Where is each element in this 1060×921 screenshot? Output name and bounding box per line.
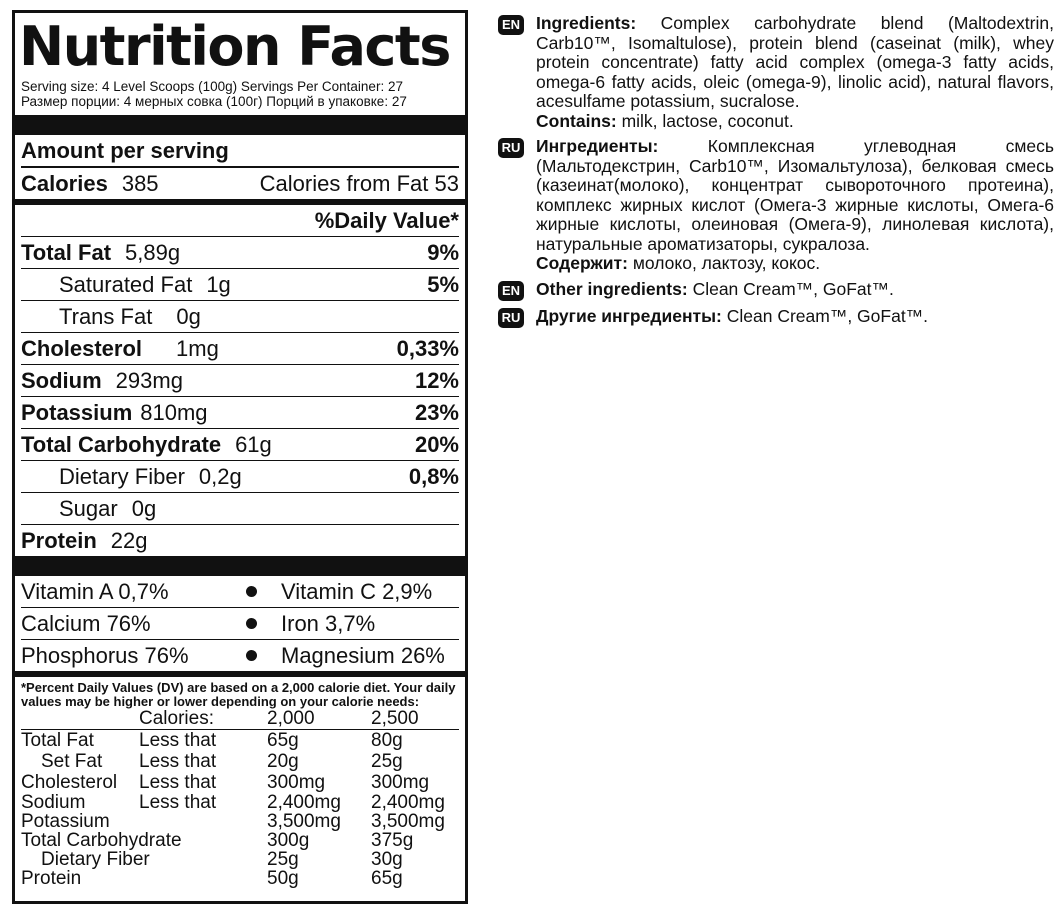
table-cell: Less that (139, 792, 217, 813)
nutrient-name: Protein (21, 527, 97, 553)
thick-divider (15, 556, 465, 576)
table-cell: Potassium (21, 811, 110, 832)
nutrition-facts-label (12, 10, 468, 904)
nutrient-amount: 22g (110, 527, 148, 553)
nutrient-row-cholesterol (21, 333, 459, 365)
nutrient-name: Saturated Fat (59, 271, 193, 297)
nutrient-row-potassium (21, 397, 459, 429)
calories-row (21, 168, 459, 199)
nutrient-name: Trans Fat (59, 303, 153, 329)
contains-ru (536, 254, 1054, 274)
nutrient-name: Sugar (59, 495, 118, 521)
nutrient-dv: 9% (427, 239, 459, 265)
thick-divider (15, 115, 465, 135)
ingredients-en (498, 14, 1054, 131)
table-cell: Cholesterol (21, 772, 118, 793)
contains-ru-text: молоко, лактозу, кокос. (632, 253, 821, 273)
table-cell (139, 812, 267, 831)
nutrient-amount: 810mg (140, 399, 208, 425)
vitamin-right: Vitamin C 2,9% (281, 578, 433, 604)
nutrient-row-trans-fat (21, 301, 459, 333)
nutrient-dv: 20% (414, 431, 459, 457)
ingredients-en-text: Complex carbohydrate blend (Maltodextrin, Carb10™, Isomaltulose), protein blend (caseinat (milk), whey protein concentrate) fatty acid complex (omega-3 fatty acids, omega-6 fatty acids, oleic (omega-9), linolic acid), natural flavors, acesulfame potassium, sucralose. (536, 13, 1054, 111)
table-row (21, 831, 459, 850)
nutrient-row-total-fat (21, 237, 459, 269)
daily-value-header: %Daily Value* (314, 207, 459, 233)
table-cell: Total Fat (21, 730, 94, 751)
table-row (21, 793, 459, 812)
nutrient-name: Total Carbohydrate (21, 431, 222, 457)
other-ingredients-en-text-block (536, 280, 894, 301)
contains-ru-title: Содержит: (536, 253, 628, 273)
ingredients-ru-title: Ингредиенты: (536, 136, 659, 156)
vitamin-row (21, 640, 459, 671)
table-cell: 30g (371, 849, 403, 870)
table-header-cell: 2,500 (371, 708, 459, 730)
table-cell: 375g (371, 830, 414, 851)
vitamin-left: Calcium 76% (21, 610, 151, 636)
nutrient-amount: 293mg (115, 367, 183, 393)
nutrient-name: Total Fat (21, 239, 112, 265)
table-cell: 300mg (267, 772, 326, 793)
bullet-icon (246, 618, 257, 629)
table-cell: Less that (139, 772, 217, 793)
table-cell: Sodium (21, 792, 86, 813)
vitamin-left: Vitamin A 0,7% (21, 578, 169, 604)
table-cell: Set Fat (41, 751, 103, 772)
table-cell: 25g (371, 751, 403, 772)
nutrient-dv: 12% (414, 367, 459, 393)
other-ingredients-ru-text: Clean Cream™, GoFat™. (726, 305, 929, 326)
table-row (21, 869, 459, 888)
table-row (21, 751, 459, 772)
nutrient-row-total-carbohydrate (21, 429, 459, 461)
calories-fat-label: Calories from Fat (259, 170, 429, 196)
amount-per-serving (21, 135, 459, 168)
ingredients-ru (498, 137, 1054, 274)
serving-info-ru: Размер порции: 4 мерных совка (100г) Порций в упаковке: 27 (21, 94, 407, 109)
ru-language-badge: RU (498, 138, 524, 158)
nutrient-row-sodium (21, 365, 459, 397)
table-cell: 20g (267, 751, 299, 772)
table-cell: 3,500mg (371, 811, 445, 832)
nutrient-name: Dietary Fiber (59, 463, 185, 489)
vitamin-row (21, 608, 459, 640)
table-cell: 25g (267, 849, 299, 870)
nutrient-row-dietary-fiber (21, 461, 459, 493)
bullet-icon (246, 650, 257, 661)
vitamin-right: Iron 3,7% (281, 610, 376, 636)
table-header-cell: 2,000 (267, 708, 371, 730)
table-cell: Dietary Fiber (41, 849, 150, 870)
table-row (21, 850, 459, 869)
ingredients-ru-text: Комплексная углеводная смесь (Мальтодекстрин, Carb10™, Изомальтулоза), белковая смесь (казеинат(молоко), концентрат сывороточного протеина), комплекс жирных кислот (Омега-3 жирные кислоты, Омега-6 жирные кислоты, олеиновая (Омега-9), линолевая кислота), натуральные ароматизаторы, сукралоза. (536, 136, 1054, 254)
table-cell: 300mg (371, 772, 430, 793)
table-cell: Less that (139, 730, 217, 751)
table-row (21, 730, 459, 752)
table-cell: 2,400mg (371, 792, 445, 813)
nutrient-amount: 0,2g (198, 463, 242, 489)
other-ingredients-en-title: Other ingredients: (536, 278, 688, 299)
nutrient-row-saturated-fat (21, 269, 459, 301)
other-ingredients-en-text: Clean Cream™, GoFat™. (692, 278, 894, 299)
ingredients-en-text-block (536, 14, 1054, 131)
table-cell: 3,500mg (267, 811, 341, 832)
table-cell: 300g (267, 830, 310, 851)
table-cell: Protein (21, 868, 82, 889)
contains-en-title: Contains: (536, 110, 617, 131)
bullet-icon (246, 586, 257, 597)
daily-value-footnote: *Percent Daily Values (DV) are based on a 2,000 calorie diet. Your daily values may be higher or lower depending on your calorie needs: (21, 680, 456, 709)
contains-en (536, 112, 1054, 132)
medium-divider (15, 671, 465, 677)
en-language-badge: EN (498, 15, 524, 35)
nutrient-row-sugar (21, 493, 459, 525)
nutrient-name: Potassium (21, 399, 133, 425)
other-ingredients-ru (498, 307, 1054, 328)
nutrient-amount: 0g (131, 495, 157, 521)
nutrient-dv: 23% (414, 399, 459, 425)
nutrient-amount: 5,89g (125, 239, 181, 265)
other-ingredients-en (498, 280, 1054, 301)
calories-fat-value: 53 (434, 170, 459, 196)
table-cell: 65g (267, 730, 299, 751)
nutrient-dv: 0,8% (408, 463, 459, 489)
nutrient-dv: 0,33% (396, 335, 459, 361)
daily-value-header-row (21, 205, 459, 237)
table-row (21, 772, 459, 793)
table-cell: Less that (139, 751, 217, 772)
table-cell (139, 869, 267, 888)
other-ingredients-ru-title: Другие ингредиенты: (536, 305, 722, 326)
ingredients-ru-text-block (536, 137, 1054, 274)
table-cell: 65g (371, 868, 403, 889)
en-language-badge: EN (498, 281, 524, 301)
other-ingredients-ru-text-block (536, 307, 928, 328)
table-cell: Total Carbohydrate (21, 830, 182, 851)
table-row (21, 812, 459, 831)
table-header-cell (21, 708, 139, 730)
vitamin-right: Magnesium 26% (281, 642, 445, 668)
calories-label: Calories (21, 170, 108, 196)
serving-info-en: Serving size: 4 Level Scoops (100g) Servings Per Container: 27 (21, 79, 403, 94)
nutrient-amount: 1g (206, 271, 231, 297)
ru-language-badge: RU (498, 308, 524, 328)
calories-value: 385 (121, 170, 159, 196)
nutrient-name: Cholesterol (21, 335, 143, 361)
amount-per-serving-label: Amount per serving (21, 137, 229, 163)
table-header-cell: Calories: (139, 708, 267, 730)
nutrient-amount: 1mg (176, 335, 219, 361)
contains-en-text: milk, lactose, coconut. (621, 110, 794, 131)
table-cell: 2,400mg (267, 792, 341, 813)
ingredients-panel (498, 14, 1054, 334)
nutrient-name: Sodium (21, 367, 102, 393)
table-cell: 80g (371, 730, 403, 751)
table-cell: 50g (267, 868, 299, 889)
ingredients-en-title: Ingredients: (536, 13, 637, 33)
daily-value-table (21, 708, 459, 888)
nutrient-amount: 61g (235, 431, 272, 457)
nutrient-row-protein (21, 525, 459, 556)
vitamin-row (21, 576, 459, 608)
nutrient-dv: 5% (427, 271, 459, 297)
table-header-row (21, 708, 459, 730)
nutrition-facts-title: Nutrition Facts (19, 15, 450, 78)
nutrient-amount: 0g (176, 303, 201, 329)
vitamin-left: Phosphorus 76% (21, 642, 189, 668)
